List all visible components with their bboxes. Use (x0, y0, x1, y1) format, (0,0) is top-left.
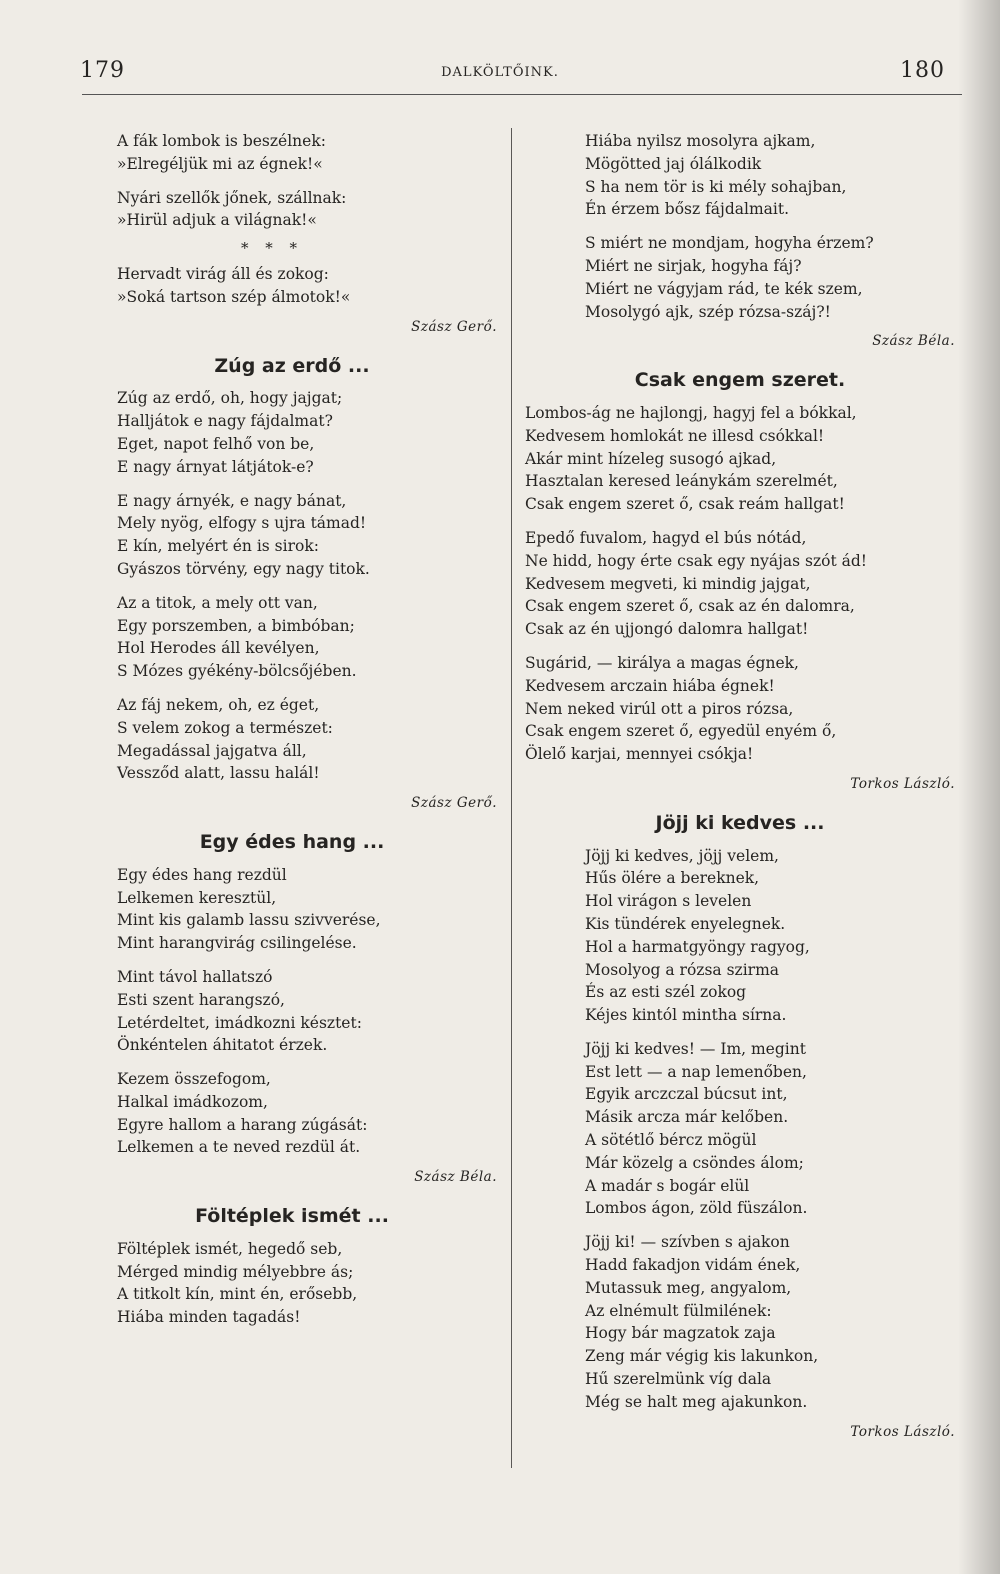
verse-line: S velem zokog a természet: (117, 718, 333, 737)
verse-line: E kín, melyért én is sirok: (117, 537, 319, 556)
stanza (117, 864, 507, 955)
poem-title: Egy édes hang ... (199, 830, 385, 853)
verse-line: Lelkemen keresztül, (117, 888, 277, 907)
stanza (525, 652, 955, 766)
verse-line: »Elregéljük mi az égnek!« (117, 154, 323, 173)
verse-line: Nyári szellők jőnek, szállnak: (117, 188, 347, 207)
stanza (525, 130, 955, 221)
verse-line: Kezem összefogom, (117, 1070, 271, 1089)
verse-line: Hasztalan keresed leánykám szerelmét, (525, 472, 838, 491)
poem-title: Zúg az erdő ... (214, 354, 370, 377)
verse-line: Zúg az erdő, oh, hogy jajgat; (117, 389, 343, 408)
verse-line: Halkal imádkozom, (117, 1092, 268, 1111)
right-column (525, 130, 955, 1459)
verse-line: Kéjes kintól mintha sírna. (585, 1006, 787, 1025)
verse-line: A fák lombok is beszélnek: (117, 132, 326, 150)
verse-line: Mosolyog a rózsa szirma (585, 960, 780, 979)
verse-line: És az esti szél zokog (585, 983, 747, 1002)
verse-line: Akár mint hízeleg susogó ajkad, (525, 449, 777, 468)
verse-line: Hol virágon s levelen (585, 892, 752, 911)
verse-line: Jöjj ki kedves! — Im, megint (585, 1039, 806, 1058)
verse-line: A madár s bogár elül (585, 1176, 750, 1195)
verse-line: Mérged mindig mélyebbre ás; (117, 1262, 354, 1281)
verse-line: A sötétlő bércz mögül (585, 1131, 757, 1150)
left-column (117, 130, 507, 1340)
stanza (117, 263, 507, 309)
verse-line: »Hirül adjuk a világnak!« (117, 211, 317, 230)
verse-line: Esti szent harangszó, (117, 990, 285, 1009)
verse-line: Miért ne sirjak, hogyha fáj? (585, 256, 802, 275)
verse-line: Kedvesem megveti, ki mindig jajgat, (525, 574, 811, 593)
asterism: * * * (240, 239, 304, 258)
verse-line: Hol Herodes áll kevélyen, (117, 639, 320, 658)
verse-line: Letérdeltet, imádkozni késztet: (117, 1013, 362, 1032)
verse-line: »Soká tartson szép álmotok!« (117, 287, 351, 306)
author-signature: Szász Béla. (872, 333, 955, 350)
verse-line: Mint kis galamb lassu szivverése, (117, 911, 381, 930)
verse-line: S Mózes gyékény-bölcsőjében. (117, 662, 357, 681)
poem-title: Jöjj ki kedves ... (655, 811, 825, 834)
verse-line: Gyászos törvény, egy nagy titok. (117, 559, 370, 578)
verse-line: Est lett — a nap lemenőben, (585, 1062, 807, 1081)
verse-line: Nem neked virúl ott a piros rózsa, (525, 699, 794, 718)
verse-line: Mögötted jaj ólálkodik (585, 154, 762, 173)
author-signature: Szász Béla. (414, 1169, 497, 1186)
verse-line: Föltéplek ismét, hegedő seb, (117, 1239, 343, 1258)
verse-line: Megadással jajgatva áll, (117, 741, 307, 760)
verse-line: Én érzem bősz fájdalmait. (585, 200, 790, 219)
stanza (525, 232, 955, 323)
verse-line: Az a titok, a mely ott van, (117, 593, 318, 612)
stanza (117, 694, 507, 785)
page-edge-shadow (958, 0, 1000, 1574)
verse-line: Csak engem szeret ő, csak az én dalomra, (525, 597, 855, 616)
verse-line: Másik arcza már kelőben. (585, 1108, 789, 1127)
verse-line: Hadd fakadjon vidám ének, (585, 1256, 801, 1275)
verse-line: Sugárid, — királya a magas égnek, (525, 653, 799, 672)
verse-line: Jöjj ki kedves, jöjj velem, (585, 846, 779, 865)
verse-line: A titkolt kín, mint én, erősebb, (117, 1285, 358, 1304)
verse-line: Hervadt virág áll és zokog: (117, 265, 329, 284)
stanza (117, 1238, 507, 1329)
verse-line: Önkéntelen áhitatot érzek. (117, 1036, 328, 1055)
verse-line: Hiába minden tagadás! (117, 1308, 301, 1327)
verse-line: Hogy bár magzatok zaja (585, 1324, 776, 1343)
stanza (117, 1068, 507, 1159)
author-signature: Torkos László. (850, 775, 955, 792)
verse-line: Hol a harmatgyöngy ragyog, (585, 937, 810, 956)
verse-line: Mely nyög, elfogy s ujra támad! (117, 514, 367, 533)
verse-line: Már közelg a csöndes álom; (585, 1153, 804, 1172)
verse-line: Eget, napot felhő von be, (117, 434, 315, 453)
stanza (117, 130, 507, 176)
stanza (525, 845, 955, 1027)
verse-line: Lombos ágon, zöld füszálon. (585, 1199, 808, 1218)
column-divider (511, 128, 512, 1468)
verse-line: Epedő fuvalom, hagyd el bús nótád, (525, 528, 807, 547)
running-title: DALKÖLTŐINK. (441, 65, 559, 80)
page-header (0, 0, 1000, 100)
poem-title: Föltéplek ismét ... (195, 1205, 389, 1228)
verse-line: Csak engem szeret ő, csak reám hallgat! (525, 495, 845, 514)
stanza (117, 187, 507, 233)
verse-line: Mosolygó ajk, szép rózsa-száj?! (585, 302, 831, 321)
verse-line: Kedvesem homlokát ne illesd csókkal! (525, 426, 825, 445)
stanza (525, 402, 955, 516)
verse-line: Zeng már végig kis lakunkon, (585, 1347, 819, 1366)
verse-line: Hű szerelmünk víg dala (585, 1370, 772, 1389)
verse-line: S miért ne mondjam, hogyha érzem? (585, 234, 874, 253)
stanza (525, 1231, 955, 1413)
verse-line: Egy édes hang rezdül (117, 865, 287, 884)
verse-line: Vessződ alatt, lassu halál! (117, 764, 320, 783)
verse-line: Hűs ölére a bereknek, (585, 869, 760, 888)
stanza (117, 490, 507, 581)
verse-line: Kedvesem arczain hiába égnek! (525, 676, 775, 695)
verse-line: Lombos-ág ne hajlongj, hagyj fel a bókkal, (525, 403, 857, 422)
verse-line: Mutassuk meg, angyalom, (585, 1278, 792, 1297)
stanza (117, 966, 507, 1057)
verse-line: Ölelő karjai, mennyei csókja! (525, 745, 754, 764)
page-number-right: 180 (900, 58, 945, 83)
stanza (117, 387, 507, 478)
verse-line: Egy porszemben, a bimbóban; (117, 616, 355, 635)
verse-line: E nagy árnyék, e nagy bánat, (117, 491, 347, 510)
verse-line: Az fáj nekem, oh, ez éget, (117, 695, 320, 714)
poem-title: Csak engem szeret. (634, 369, 846, 392)
verse-line: S ha nem tör is ki mély sohajban, (585, 177, 847, 196)
verse-line: Hiába nyilsz mosolyra ajkam, (585, 132, 816, 150)
verse-line: Csak az én ujjongó dalomra hallgat! (525, 620, 809, 639)
header-rule (82, 94, 962, 95)
verse-line: Csak engem szeret ő, egyedül enyém ő, (525, 722, 837, 741)
verse-line: Lelkemen a te neved rezdül át. (117, 1138, 361, 1157)
page-number-left: 179 (80, 58, 125, 83)
verse-line: Az elnémult fülmilének: (585, 1301, 772, 1320)
author-signature: Torkos László. (850, 1423, 955, 1440)
author-signature: Szász Gerő. (411, 318, 497, 335)
verse-line: Egyre hallom a harang zúgását: (117, 1115, 368, 1134)
author-signature: Szász Gerő. (411, 795, 497, 812)
verse-line: Halljátok e nagy fájdalmat? (117, 412, 333, 431)
verse-line: Ne hidd, hogy érte csak egy nyájas szót ád! (525, 551, 868, 570)
verse-line: Miért ne vágyjam rád, te kék szem, (585, 279, 863, 298)
verse-line: E nagy árnyat látjátok-e? (117, 457, 314, 476)
verse-line: Mint távol hallatszó (117, 967, 273, 986)
verse-line: Mint harangvirág csilingelése. (117, 934, 357, 953)
verse-line: Jöjj ki! — szívben s ajakon (585, 1233, 790, 1252)
stanza (525, 1038, 955, 1220)
verse-line: Egyik arczczal búcsut int, (585, 1085, 788, 1104)
verse-line: Kis tündérek enyelegnek. (585, 914, 786, 933)
verse-line: Még se halt meg ajakunkon. (585, 1392, 808, 1411)
stanza (117, 592, 507, 683)
stanza (525, 527, 955, 641)
